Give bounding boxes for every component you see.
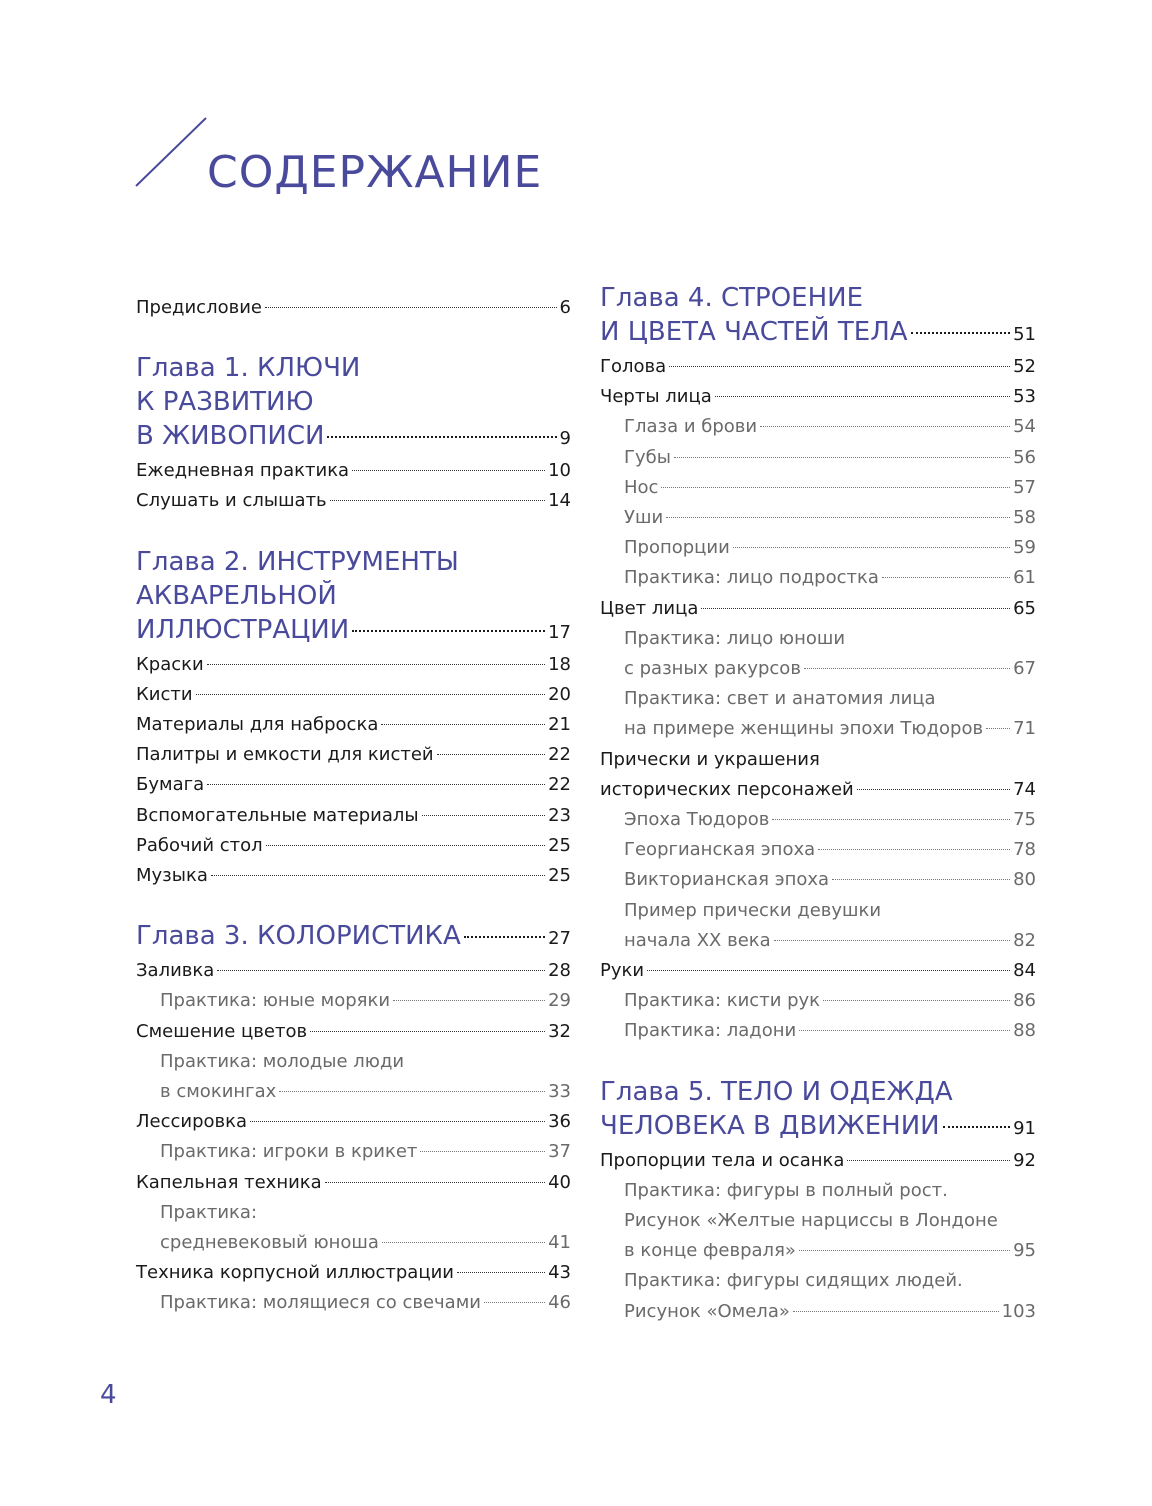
dot-leader <box>911 332 1011 334</box>
toc-subentry[interactable] <box>600 533 1036 563</box>
toc-entry[interactable] <box>136 1258 571 1288</box>
chapter-title-text: И ЦВЕТА ЧАСТЕЙ ТЕЛА <box>600 317 908 347</box>
toc-entry-label: Губы <box>624 446 671 468</box>
toc-subentry[interactable] <box>600 835 1036 865</box>
toc-subentry[interactable] <box>136 1137 571 1167</box>
dot-leader <box>799 1250 1010 1251</box>
toc-entry-label: Смешение цветов <box>136 1020 308 1042</box>
toc-entry-page: 6 <box>559 297 571 318</box>
toc-entry[interactable] <box>136 650 571 680</box>
dot-leader <box>250 1121 545 1122</box>
dot-leader <box>804 668 1010 669</box>
toc-entry-page: 20 <box>548 683 571 705</box>
toc-entry-label: с разных ракурсов <box>624 658 801 680</box>
toc-entry-page: 61 <box>1013 567 1036 589</box>
dot-leader <box>986 728 1010 729</box>
chapter-heading-line <box>136 613 571 650</box>
dot-leader <box>882 577 1010 578</box>
dot-leader <box>207 784 545 785</box>
toc-entry-line: Практика: фигуры в полный рост. <box>624 1179 948 1201</box>
toc-entry-page: 82 <box>1013 929 1036 951</box>
toc-entry-label: Краски <box>136 653 204 675</box>
dot-leader <box>661 487 1010 488</box>
toc-entry[interactable] <box>600 775 1036 805</box>
toc-entry-label: Рабочий стол <box>136 834 263 856</box>
dot-leader <box>457 1272 545 1273</box>
toc-entry[interactable] <box>136 1017 571 1047</box>
toc-entry-label: Пропорции тела и осанка <box>600 1149 845 1171</box>
dot-leader <box>818 849 1010 850</box>
dot-leader <box>266 845 545 846</box>
toc-entry-page: 92 <box>1013 1149 1036 1171</box>
toc-subentry[interactable] <box>600 1236 1036 1266</box>
chapter-heading-line: Глава 5. ТЕЛО И ОДЕЖДА <box>600 1076 953 1107</box>
toc-entry-line: Рисунок «Желтые нарциссы в Лондоне <box>624 1210 998 1232</box>
toc-subentry[interactable] <box>600 805 1036 835</box>
toc-entry-label: Заливка <box>136 960 215 982</box>
page-title: СОДЕРЖАНИЕ <box>207 147 543 198</box>
dot-leader <box>760 426 1010 427</box>
dot-leader <box>422 815 545 816</box>
dot-leader <box>666 517 1010 518</box>
chapter-page: 27 <box>548 928 571 950</box>
toc-entry[interactable] <box>600 594 1036 624</box>
dot-leader <box>279 1091 545 1092</box>
toc-entry[interactable] <box>136 956 571 986</box>
dot-leader <box>701 608 1010 609</box>
dot-leader <box>381 724 545 725</box>
toc-subentry[interactable] <box>600 714 1036 744</box>
toc-entry[interactable] <box>600 956 1036 986</box>
toc-subentry[interactable] <box>600 503 1036 533</box>
toc-entry-page: 18 <box>548 653 571 675</box>
toc-subentry[interactable] <box>600 1297 1036 1327</box>
chapter-title-text: ЧЕЛОВЕКА В ДВИЖЕНИИ <box>600 1110 940 1141</box>
chapter-page: 91 <box>1013 1117 1036 1139</box>
toc-entry[interactable] <box>136 831 571 861</box>
toc-entry-label: Георгианская эпоха <box>624 839 816 861</box>
toc-entry-label: Практика: кисти рук <box>624 990 821 1012</box>
dot-leader <box>823 1000 1010 1001</box>
toc-entry-label: в смокингах <box>160 1081 277 1103</box>
toc-entry-label: средневековый юноша <box>160 1232 379 1254</box>
toc-entry-label: Лессировка <box>136 1111 248 1133</box>
chapter-heading-line <box>600 315 1036 352</box>
dot-leader <box>393 1000 545 1001</box>
toc-subentry[interactable] <box>136 986 571 1016</box>
dot-leader <box>211 875 545 876</box>
chapter-heading-line <box>136 919 571 956</box>
toc-entry-label: исторических персонажей <box>600 778 854 800</box>
dot-leader <box>207 664 545 665</box>
toc-left-column <box>136 293 571 1319</box>
toc-right-column <box>600 281 1036 1327</box>
left-chapters <box>136 351 571 1318</box>
toc-entry-page: 43 <box>548 1262 571 1284</box>
toc-subentry[interactable] <box>600 1016 1036 1046</box>
toc-entry-page: 28 <box>548 960 571 982</box>
toc-subentry[interactable] <box>600 563 1036 593</box>
toc-entry-label: Кисти <box>136 683 193 705</box>
toc-entry-page: 67 <box>1013 658 1036 680</box>
toc-entry-line: Прически и украшения <box>600 748 820 770</box>
dot-leader <box>943 1126 1010 1128</box>
dot-leader <box>847 1160 1010 1161</box>
toc-entry-page: 25 <box>548 865 571 887</box>
dot-leader <box>330 500 545 501</box>
toc-entry-label: Пропорции <box>624 537 730 559</box>
toc-subentry[interactable] <box>600 865 1036 895</box>
toc-entry-page: 37 <box>548 1141 571 1163</box>
toc-entry[interactable] <box>136 486 571 516</box>
toc-entry-page: 65 <box>1013 597 1036 619</box>
chapter-heading-line: Глава 1. КЛЮЧИ <box>136 353 361 384</box>
toc-entry-page: 59 <box>1013 537 1036 559</box>
dot-leader <box>327 436 556 438</box>
toc-subentry[interactable] <box>600 926 1036 956</box>
toc-entry-label: Предисловие <box>136 297 262 318</box>
toc-entry-page: 10 <box>548 460 571 482</box>
toc-entry-page: 80 <box>1013 869 1036 891</box>
chapter-block <box>136 919 571 1318</box>
toc-entry[interactable] <box>136 861 571 891</box>
toc-entry-page: 71 <box>1013 718 1036 740</box>
toc-entry-page: 88 <box>1013 1020 1036 1042</box>
dot-leader <box>772 819 1010 820</box>
toc-entry-page: 86 <box>1013 990 1036 1012</box>
chapter-page: 51 <box>1013 324 1036 345</box>
dot-leader <box>196 694 546 695</box>
toc-entry-line: Практика: свет и анатомия лица <box>624 688 936 710</box>
dot-leader <box>832 879 1010 880</box>
chapter-block <box>136 545 571 892</box>
right-chapters <box>600 281 1036 1327</box>
chapter-heading[interactable] <box>600 281 1036 352</box>
dot-leader <box>464 936 545 938</box>
toc-entry-page: 23 <box>548 804 571 826</box>
toc-entry-label: Руки <box>600 960 645 982</box>
chapter-title-text: ИЛЛЮСТРАЦИИ <box>136 614 350 645</box>
chapter-heading[interactable] <box>136 351 571 456</box>
toc-entry-label: Техника корпусной иллюстрации <box>136 1262 454 1284</box>
toc-entry-label: Глаза и брови <box>624 416 758 438</box>
dot-leader <box>647 970 1010 971</box>
toc-entry-page: 40 <box>548 1171 571 1193</box>
toc-entry-label: Практика: игроки в крикет <box>160 1141 418 1163</box>
dot-leader <box>325 1182 545 1183</box>
toc-entry[interactable] <box>136 680 571 710</box>
toc-entry-label: Нос <box>624 476 659 498</box>
toc-entry-line: Практика: лицо юноши <box>624 627 846 649</box>
toc-entry-label: Черты лица <box>600 386 712 408</box>
dot-leader <box>437 754 545 755</box>
toc-entry-label: Практика: молящиеся со свечами <box>160 1292 481 1314</box>
toc-entry[interactable] <box>600 352 1036 382</box>
toc-entry-page: 33 <box>548 1081 571 1103</box>
dot-leader <box>793 1311 999 1312</box>
toc-entry-page: 58 <box>1013 507 1036 529</box>
chapter-heading[interactable] <box>600 1075 1036 1146</box>
toc-entry-page: 75 <box>1013 809 1036 831</box>
toc-subentry[interactable] <box>600 986 1036 1016</box>
dot-leader <box>352 470 545 471</box>
toc-entry-page: 14 <box>548 490 571 512</box>
dot-leader <box>382 1242 545 1243</box>
dot-leader <box>799 1030 1010 1031</box>
dot-leader <box>674 457 1010 458</box>
toc-entry-page: 22 <box>548 744 571 766</box>
toc-entry-line: Практика: молодые люди <box>160 1050 405 1072</box>
toc-entry[interactable] <box>136 801 571 831</box>
toc-entry[interactable] <box>600 382 1036 412</box>
toc-subentry[interactable] <box>136 1077 571 1107</box>
toc-subentry[interactable] <box>600 443 1036 473</box>
toc-subentry[interactable] <box>600 473 1036 503</box>
toc-subentry[interactable] <box>600 412 1036 442</box>
chapter-block <box>136 351 571 516</box>
toc-entry[interactable] <box>136 770 571 800</box>
toc-entry-label: в конце февраля» <box>624 1240 796 1262</box>
title-slash-decoration <box>134 116 208 188</box>
toc-entry-label: на примере женщины эпохи Тюдоров <box>624 718 984 740</box>
dot-leader <box>265 307 557 308</box>
toc-entry[interactable] <box>600 1146 1036 1176</box>
toc-entry-page: 46 <box>548 1292 571 1314</box>
chapter-block <box>600 1075 1036 1327</box>
dot-leader <box>420 1151 545 1152</box>
toc-entry-label: Бумага <box>136 774 205 796</box>
toc-entry-label: Рисунок «Омела» <box>624 1300 790 1322</box>
dot-leader <box>310 1031 545 1032</box>
toc-entry-label: Практика: ладони <box>624 1020 797 1042</box>
toc-entry-page: 52 <box>1013 356 1036 377</box>
toc-entry-page: 53 <box>1013 386 1036 408</box>
toc-entry-page: 56 <box>1013 446 1036 468</box>
toc-entry-label: Ежедневная практика <box>136 460 350 482</box>
toc-entry-page: 32 <box>548 1020 571 1042</box>
dot-leader <box>217 970 545 971</box>
toc-entry-line: Практика: фигуры сидящих людей. <box>624 1270 963 1292</box>
toc-entry-line: Пример прически девушки <box>624 899 882 921</box>
toc-entry-label: Практика: юные моряки <box>160 990 391 1012</box>
toc-entry-page: 29 <box>548 990 571 1012</box>
chapter-heading-line: АКВАРЕЛЬНОЙ <box>136 580 337 611</box>
toc-entry-label: Вспомогательные материалы <box>136 804 419 826</box>
dot-leader <box>352 630 545 632</box>
chapter-heading-line: К РАЗВИТИЮ <box>136 387 314 418</box>
toc-entry-page: 103 <box>1001 1300 1036 1322</box>
toc-entry-page: 25 <box>548 834 571 856</box>
chapter-heading-line: Глава 2. ИНСТРУМЕНТЫ <box>136 546 459 577</box>
toc-entry-label: Уши <box>624 507 664 529</box>
toc-entry-label: Эпоха Тюдоров <box>624 809 770 831</box>
chapter-heading[interactable] <box>136 545 571 650</box>
toc-entry-label: Цвет лица <box>600 597 699 619</box>
chapter-heading[interactable] <box>136 919 571 956</box>
toc-entry-page: 36 <box>548 1111 571 1133</box>
toc-entry-label: Слушать и слышать <box>136 490 327 512</box>
toc-entry-page: 21 <box>548 714 571 736</box>
chapter-heading-line <box>600 1109 1036 1146</box>
toc-entry-page: 74 <box>1013 778 1036 800</box>
toc-entry[interactable] <box>136 456 571 486</box>
toc-subentry[interactable] <box>600 654 1036 684</box>
toc-entry-label: Викторианская эпоха <box>624 869 830 891</box>
dot-leader <box>715 396 1010 397</box>
toc-entry-page: 78 <box>1013 839 1036 861</box>
toc-entry-label: Капельная техника <box>136 1171 322 1193</box>
toc-entry-label: Материалы для наброска <box>136 714 379 736</box>
chapter-heading-line <box>136 419 571 456</box>
toc-entry-page: 54 <box>1013 416 1036 438</box>
toc-entry[interactable] <box>136 1107 571 1137</box>
dot-leader <box>484 1302 545 1303</box>
toc-entry[interactable] <box>136 1168 571 1198</box>
chapter-block <box>600 281 1036 1047</box>
dot-leader <box>669 366 1010 367</box>
toc-entry-page: 22 <box>548 774 571 796</box>
chapter-title-text: В ЖИВОПИСИ <box>136 421 325 452</box>
toc-entry-label: начала XX века <box>624 929 771 951</box>
toc-entry-label: Музыка <box>136 865 208 887</box>
chapter-heading-line: Глава 4. СТРОЕНИЕ <box>600 283 864 313</box>
toc-entry-line: Практика: <box>160 1201 258 1223</box>
dot-leader <box>857 789 1010 790</box>
toc-entry-page: 57 <box>1013 476 1036 498</box>
page-number: 4 <box>100 1380 117 1410</box>
toc-entry-label: Палитры и емкости для кистей <box>136 744 434 766</box>
toc-entry-label: Голова <box>600 356 667 377</box>
dot-leader <box>774 940 1010 941</box>
toc-entry-page: 84 <box>1013 960 1036 982</box>
chapter-page: 9 <box>559 428 571 450</box>
chapter-page: 17 <box>548 621 571 643</box>
dot-leader <box>733 547 1010 548</box>
toc-preface[interactable] <box>136 293 571 323</box>
toc-entry-label: Практика: лицо подростка <box>624 567 879 589</box>
toc-entry-page: 41 <box>548 1232 571 1254</box>
toc-entry[interactable] <box>136 710 571 740</box>
toc-entry-page: 95 <box>1013 1240 1036 1262</box>
toc-subentry[interactable] <box>136 1288 571 1318</box>
chapter-title-text: Глава 3. КОЛОРИСТИКА <box>136 921 461 952</box>
toc-subentry[interactable] <box>136 1228 571 1258</box>
toc-entry[interactable] <box>136 740 571 770</box>
